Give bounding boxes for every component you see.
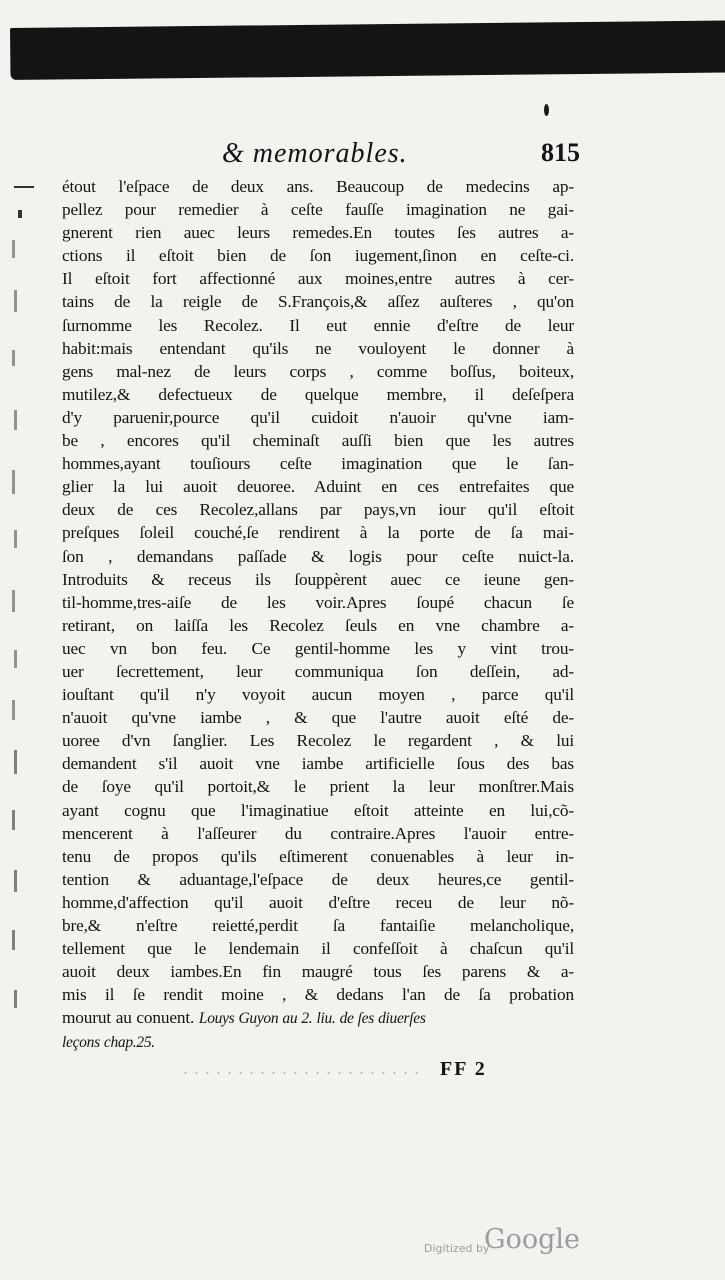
margin-mark (12, 350, 15, 366)
body-text (62, 175, 574, 1055)
source-citation-continued: leçons chap.25. (62, 1034, 155, 1052)
text-line: hommes,ayant touſiours ceſte imagination que le ſan- (62, 454, 574, 474)
source-citation-line (62, 1030, 574, 1054)
text-line: mutilez,& defectueux de quelque membre, il deſeſpera (62, 384, 574, 404)
text-line-with-citation (62, 1006, 574, 1030)
text-line: retirant, on laiſſa les Recolez ſeuls en vne chambre a- (62, 615, 574, 635)
text-line: preſques ſoleil couché,ſe rendirent à la porte de ſa mai- (62, 523, 574, 543)
text-line: uec vn bon feu. Ce gentil-homme les y vint trou- (62, 638, 574, 658)
text-line: tains de la reigle de S.François,& aſſez auſteres , qu'on (62, 292, 574, 312)
text-line: étout l'eſpace de deux ans. Beaucoup de medecins ap- (62, 177, 574, 196)
margin-mark (12, 930, 15, 950)
margin-mark (12, 810, 15, 830)
left-margin-bleed (0, 180, 40, 1060)
text-line: auoit deux iambes.En fin maugré tous ſes parens & a- (62, 962, 574, 982)
text-line: pellez pour remedier à ceſte fauſſe imagination ne gai- (62, 200, 574, 220)
digitization-watermark (424, 1224, 584, 1264)
margin-mark (14, 990, 17, 1008)
margin-mark (14, 290, 17, 312)
text-line: tellement que le lendemain il confeſſoit à chaſcun qu'il (62, 939, 574, 959)
text-line: gnerent rien auec leurs remedes.En toutes ſes autres a- (62, 223, 574, 243)
google-logo: Google (484, 1224, 580, 1255)
text-line: tention & aduantage,l'eſpace de deux heures,ce gentil- (62, 869, 574, 889)
text-line: d'y paruenir,pource qu'il cuidoit n'auoir qu'vne iam- (62, 407, 574, 427)
text-line: n'auoit qu'vne iambe , & que l'autre auoit eſté de- (62, 708, 574, 728)
page-number: 815 (541, 138, 580, 167)
ink-speck (544, 104, 549, 116)
text-line: mourut au conuent. (62, 1008, 195, 1028)
text-line: be , encores qu'il cheminaſt auſſi bien que les autres (62, 431, 574, 451)
text-line: demandent s'il auoit vne iambe artificielle ſous des bas (62, 754, 574, 774)
text-line: ſon , demandans paſſade & logis pour ceſte nuict-la. (62, 546, 574, 566)
margin-mark (14, 870, 17, 892)
margin-mark (12, 470, 15, 494)
margin-mark (14, 530, 17, 548)
margin-mark (14, 650, 17, 668)
text-line: ayant cognu que l'imaginatiue eſtoit atteinte en lui,cõ- (62, 800, 574, 820)
page-header (210, 138, 580, 178)
text-line: mencerent à l'aſſeurer du contraire.Apres l'auoir entre- (62, 823, 574, 843)
margin-mark (14, 750, 17, 774)
text-line: ctions il eſtoit bien de ſon iugement,ſinon en ceſte-ci. (62, 246, 574, 266)
text-line: ſurnomme les Recolez. Il eut ennie d'eſtre de leur (62, 315, 574, 335)
source-citation: Louys Guyon au 2. liu. de ſes diuerſes (198, 1010, 426, 1028)
margin-mark (12, 590, 15, 612)
text-line: glier la lui auoit deuoree. Aduint en ces entrefaites que (62, 477, 574, 497)
margin-mark (18, 210, 22, 218)
text-line: til-homme,tres-aiſe de les voir.Apres ſoupé chacun ſe (62, 592, 574, 612)
running-head: & memorables. (222, 138, 408, 169)
text-line: uoree d'vn ſanglier. Les Recolez le regardent , & lui (62, 731, 574, 751)
margin-mark (14, 186, 34, 188)
text-line: tenu de propos qu'ils eſtimerent conuenables à leur in- (62, 846, 574, 866)
scan-edge-shadow (10, 21, 725, 80)
text-line: bre,& n'eſtre reietté,perdit ſa fantaiſie melancholique, (62, 916, 574, 935)
text-line: deux de ces Recolez,allans par pays,vn iour qu'il eſtoit (62, 500, 574, 520)
text-line: Introduits & receus ils ſouppèrent auec ce ieune gen- (62, 569, 574, 589)
signature-mark: FF 2 (440, 1058, 487, 1080)
margin-mark (12, 700, 15, 720)
text-line: mis il ſe rendit moine , & dedans l'an de ſa probation (62, 985, 574, 1005)
text-line: habit:mais entendant qu'ils ne vouloyent le donner à (62, 338, 574, 358)
text-line: uer ſecrettement, leur communiqua ſon deſſein, ad- (62, 661, 574, 681)
text-line: Il eſtoit fort affectionné aux moines,entre autres à cer- (62, 269, 574, 289)
text-line: gens mal-nez de leurs corps , comme boſſus, boiteux, (62, 361, 574, 381)
text-line: iouſtant qu'il n'y voyoit aucun moyen , parce qu'il (62, 685, 574, 705)
faint-dotted-rule (180, 1070, 420, 1076)
margin-mark (12, 240, 15, 258)
watermark-prefix: Digitized by (424, 1242, 490, 1255)
text-line: homme,d'affection qu'il auoit d'eſtre receu de leur nõ- (62, 892, 574, 912)
margin-mark (14, 410, 17, 430)
text-line: de ſoye qu'il portoit,& le prient la leur monſtrer.Mais (62, 777, 574, 797)
